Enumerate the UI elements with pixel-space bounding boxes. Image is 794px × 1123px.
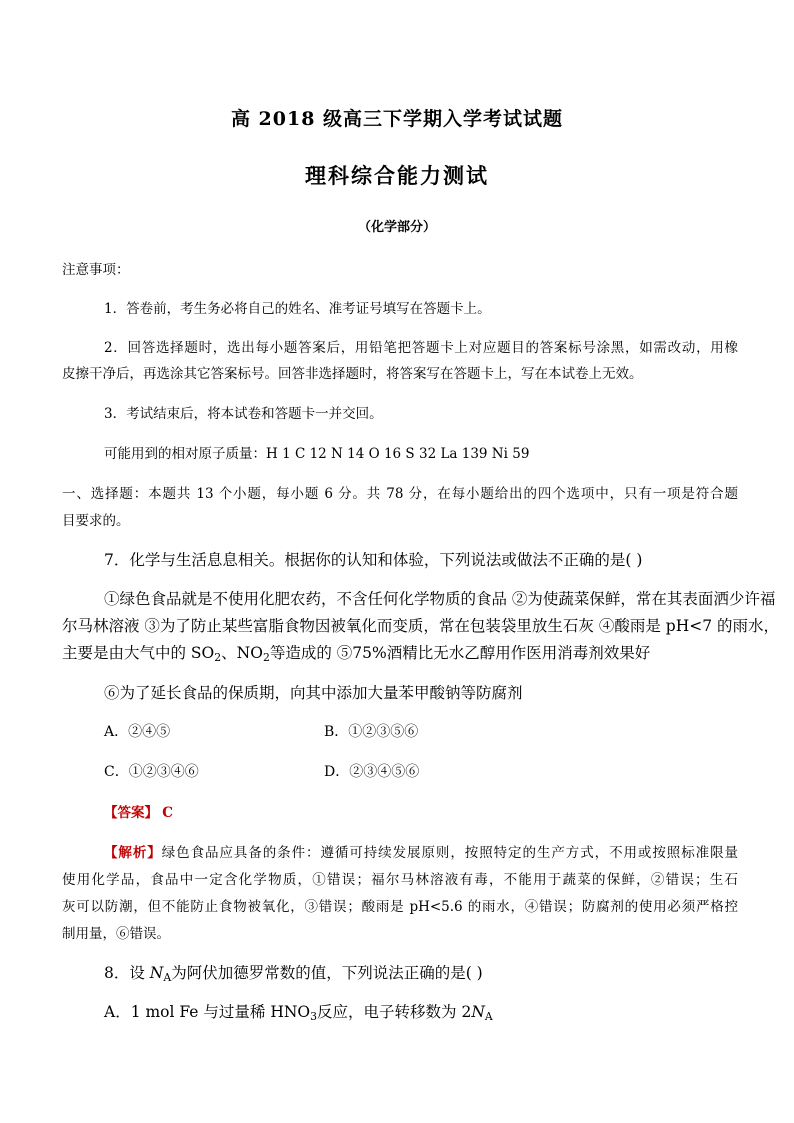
q8-stem xyxy=(104,961,738,983)
q8-option-a xyxy=(104,1000,738,1022)
answer-label: 【答案】 xyxy=(104,805,158,821)
q7-s3-part-e: 等造成的 ⑤75%酒精比无水乙醇用作医用消毒剂效果好 xyxy=(269,644,651,662)
notice-item-2-line-1: 2．回答选择题时，选出每小题答案后，用铅笔把答题卡上对应题目的答案标号涂黑，如需改动，用橡 xyxy=(104,340,738,356)
q7-analysis-line-4: 制用量，⑥错误。 xyxy=(62,926,170,942)
q8-opta-n: N xyxy=(471,1003,485,1021)
q7-statement-line-1: ①绿色食品就是不使用化肥农药，不含任何化学物质的食品 ②为使蔬菜保鲜，常在其表面洒少许福 xyxy=(104,590,776,608)
q8-stem-b: 为阿伏加德罗常数的值，下列说法正确的是( ) xyxy=(171,964,483,982)
notice-heading: 注意事项： xyxy=(62,262,130,278)
atomic-mass-line: 可能用到的相对原子质量：H 1 C 12 N 14 O 16 S 32 La 139 Ni 59 xyxy=(104,446,530,462)
exam-part: （化学部分） xyxy=(357,220,436,235)
notice-item-1: 1．答卷前，考生务必将自己的姓名、准考证号填写在答题卡上。 xyxy=(104,301,491,317)
q8-opta-sub2: A xyxy=(484,1010,493,1023)
q7-option-c: C．①②③④⑥ xyxy=(104,764,199,780)
analysis-text-1: 绿色食品应具备的条件：遵循可持续发展原则，按照特定的生产方式，不用或按照标准限量 xyxy=(161,845,739,861)
q8-stem-n: N xyxy=(149,964,164,982)
notice-item-2-line-2: 皮擦干净后，再选涂其它答案标号。回答非选择题时，将答案写在答题卡上，写在本试卷上无效。 xyxy=(62,366,643,382)
q7-analysis-line-2: 使用化学品，食品中一定含化学物质，①错误；福尔马林溶液有毒，不能用于蔬菜的保鲜，②错误；生石 xyxy=(62,872,738,888)
section-1-line-1: 一、选择题：本题共 13 个小题，每小题 6 分。共 78 分，在每小题给出的四个选项中，只有一项是符合题 xyxy=(62,486,738,502)
q7-option-b: B．①②③⑤⑥ xyxy=(324,724,419,740)
q7-option-d: D．②③④⑤⑥ xyxy=(324,764,420,780)
q8-opta-a: A．1 mol Fe 与过量稀 HNO xyxy=(104,1003,311,1021)
q7-analysis-line-3: 灰可以防潮，但不能防止食物被氧化，③错误；酸雨是 pH<5.6 的雨水，④错误；防腐剂的使用必须严格控 xyxy=(62,899,738,915)
q8-stem-a: 8．设 xyxy=(104,964,150,982)
exam-title: 高 2018 级高三下学期入学考试试题 xyxy=(230,108,564,130)
q7-statement-line-4: ⑥为了延长食品的保质期，向其中添加大量苯甲酸钠等防腐剂 xyxy=(104,684,523,702)
q7-s3-part-c: 、NO xyxy=(221,644,263,662)
q7-s3-part-a: 主要是由大气中的 SO xyxy=(62,644,215,662)
q7-answer xyxy=(104,801,738,821)
q7-s3-sub-2: 2 xyxy=(262,651,270,664)
q7-analysis-line-1 xyxy=(104,841,738,861)
answer-value: C xyxy=(162,805,174,821)
q8-opta-b: 反应，电子转移数为 2 xyxy=(317,1003,472,1021)
q7-statement-line-3 xyxy=(62,641,738,663)
analysis-label: 【解析】 xyxy=(104,845,162,861)
q7-statement-line-2: 尔马林溶液 ③为了防止某些富脂食物因被氧化而变质，常在包装袋里放生石灰 ④酸雨是 pH<7 的雨水， xyxy=(62,617,779,635)
section-1-line-2: 目要求的。 xyxy=(62,513,130,529)
q7-stem: 7．化学与生活息息相关。根据你的认知和体验，下列说法或做法不正确的是( ) xyxy=(104,551,643,569)
exam-subtitle: 理科综合能力测试 xyxy=(305,163,489,188)
q7-s3-sub-1: 2 xyxy=(214,651,222,664)
notice-item-3: 3．考试结束后，将本试卷和答题卡一并交回。 xyxy=(104,406,383,422)
q8-opta-sub: 3 xyxy=(310,1010,318,1023)
q8-stem-sub: A xyxy=(163,971,172,984)
q7-option-a: A．②④⑤ xyxy=(104,724,171,740)
